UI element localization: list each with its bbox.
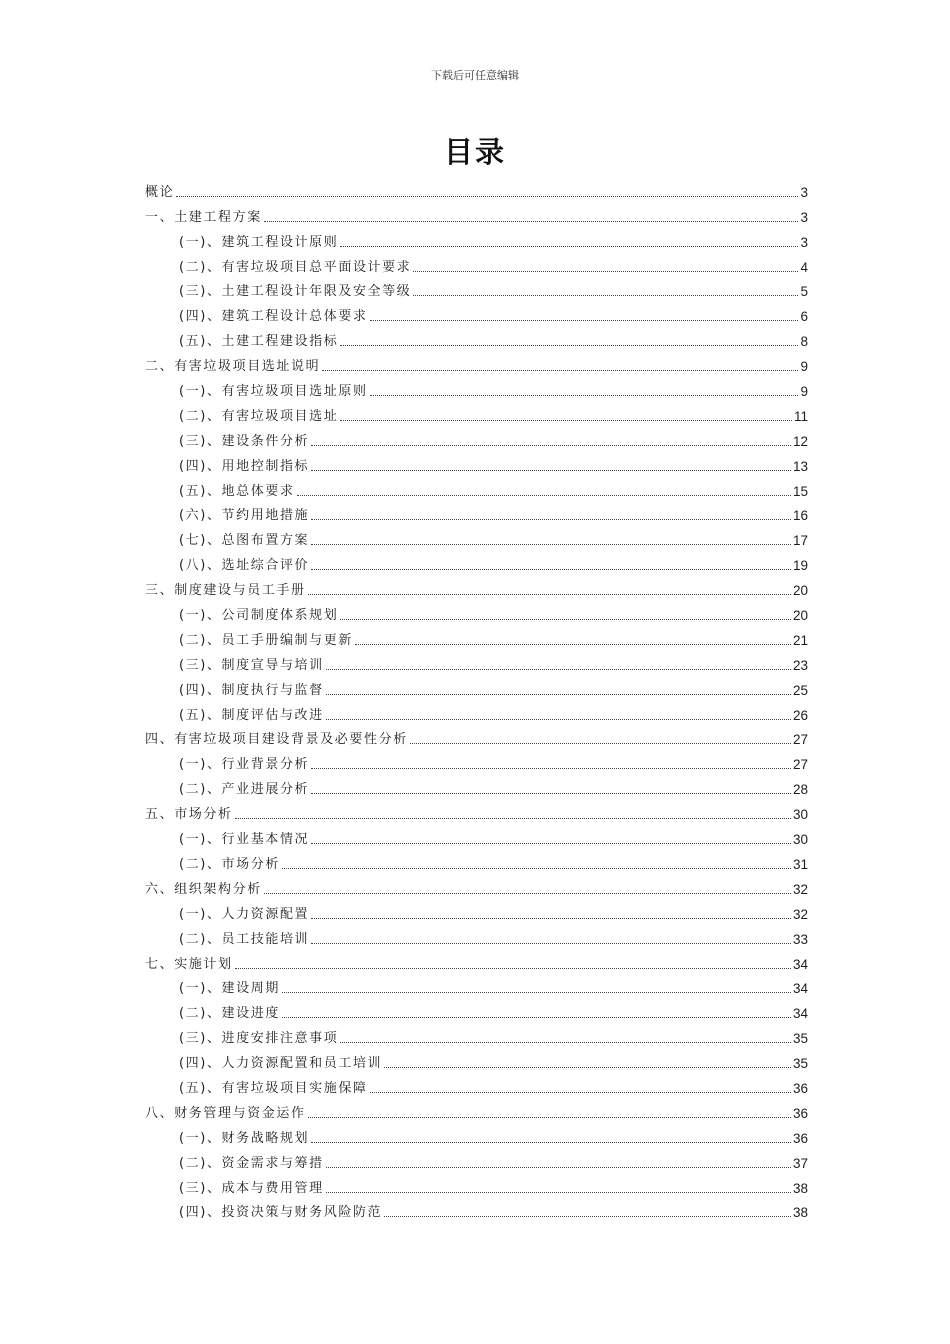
toc-dot-leader xyxy=(311,518,791,520)
toc-subsection-entry[interactable] xyxy=(145,475,808,500)
toc-subsection-entry[interactable] xyxy=(145,549,808,574)
toc-page-number: 26 xyxy=(792,707,808,723)
toc-page-number: 3 xyxy=(800,209,808,225)
toc-dot-leader xyxy=(410,742,791,744)
toc-subsection-entry[interactable] xyxy=(145,848,808,873)
toc-page-number: 21 xyxy=(792,632,808,648)
toc-section-entry[interactable] xyxy=(145,1097,808,1122)
toc-dot-leader xyxy=(311,917,791,919)
toc-page-number: 34 xyxy=(792,956,808,972)
toc-entry-title: (四)、制度执行与监督 xyxy=(179,682,324,698)
toc-dot-leader xyxy=(264,892,791,894)
toc-page-number: 35 xyxy=(792,1056,808,1072)
toc-entry-title: (四)、投资决策与财务风险防范 xyxy=(179,1205,383,1221)
toc-dot-leader xyxy=(282,1016,791,1018)
toc-entry-title: (二)、建设进度 xyxy=(179,1006,280,1022)
toc-dot-leader xyxy=(297,494,791,496)
toc-subsection-entry[interactable] xyxy=(145,1022,808,1047)
toc-dot-leader xyxy=(235,967,791,969)
toc-subsection-entry[interactable] xyxy=(145,450,808,475)
toc-entry-title: (三)、土建工程设计年限及安全等级 xyxy=(179,284,412,300)
toc-entry-title: 八、财务管理与资金运作 xyxy=(145,1105,306,1121)
toc-entry-title: (二)、资金需求与筹措 xyxy=(179,1155,324,1171)
toc-page-number: 33 xyxy=(792,931,808,947)
toc-page-number: 38 xyxy=(792,1205,808,1221)
toc-dot-leader xyxy=(311,942,791,944)
toc-page-number: 8 xyxy=(800,334,808,350)
toc-subsection-entry[interactable] xyxy=(145,699,808,724)
toc-page-number: 9 xyxy=(800,359,808,375)
page-title: 目录 xyxy=(443,135,506,169)
toc-entry-title: 概论 xyxy=(145,184,175,200)
toc-subsection-entry[interactable] xyxy=(145,375,808,400)
toc-page-number: 27 xyxy=(792,757,808,773)
toc-section-entry[interactable] xyxy=(145,350,808,375)
toc-entry-title: (二)、市场分析 xyxy=(179,856,280,872)
toc-page-number: 9 xyxy=(800,384,808,400)
toc-subsection-entry[interactable] xyxy=(145,500,808,525)
toc-subsection-entry[interactable] xyxy=(145,226,808,251)
toc-page-number: 13 xyxy=(792,458,808,474)
toc-entry-title: (二)、员工技能培训 xyxy=(179,931,310,947)
table-of-contents xyxy=(145,176,808,1221)
toc-entry-title: (二)、员工手册编制与更新 xyxy=(179,632,353,648)
toc-subsection-entry[interactable] xyxy=(145,823,808,848)
toc-page-number: 12 xyxy=(792,433,808,449)
toc-section-entry[interactable] xyxy=(145,873,808,898)
toc-dot-leader xyxy=(235,817,791,819)
toc-dot-leader xyxy=(176,195,798,197)
toc-page-number: 28 xyxy=(792,782,808,798)
toc-dot-leader xyxy=(311,469,791,471)
toc-page-number: 25 xyxy=(792,682,808,698)
toc-page-number: 35 xyxy=(792,1031,808,1047)
toc-dot-leader xyxy=(322,369,798,371)
toc-page-number: 31 xyxy=(792,856,808,872)
toc-entry-title: (八)、选址综合评价 xyxy=(179,558,310,574)
toc-entry-title: (一)、建筑工程设计原则 xyxy=(179,234,339,250)
toc-dot-leader xyxy=(311,767,791,769)
toc-dot-leader xyxy=(340,1041,791,1043)
toc-page-number: 36 xyxy=(792,1105,808,1121)
toc-entry-title: (一)、财务战略规划 xyxy=(179,1130,310,1146)
toc-entry-title: (一)、行业背景分析 xyxy=(179,757,310,773)
toc-subsection-entry[interactable] xyxy=(145,1072,808,1097)
toc-subsection-entry[interactable] xyxy=(145,649,808,674)
toc-subsection-entry[interactable] xyxy=(145,997,808,1022)
toc-subsection-entry[interactable] xyxy=(145,773,808,798)
toc-dot-leader xyxy=(340,245,798,247)
toc-page-number: 23 xyxy=(792,657,808,673)
toc-dot-leader xyxy=(384,1215,791,1217)
toc-subsection-entry[interactable] xyxy=(145,425,808,450)
toc-entry-title: (一)、公司制度体系规划 xyxy=(179,608,339,624)
toc-page-number: 32 xyxy=(792,881,808,897)
toc-section-entry[interactable] xyxy=(145,948,808,973)
toc-dot-leader xyxy=(370,319,799,321)
toc-entry-title: (五)、有害垃圾项目实施保障 xyxy=(179,1080,368,1096)
toc-page-number: 34 xyxy=(792,981,808,997)
toc-dot-leader xyxy=(311,543,791,545)
toc-dot-leader xyxy=(311,444,791,446)
toc-entry-title: (三)、制度宣导与培训 xyxy=(179,657,324,673)
toc-page-number: 11 xyxy=(793,408,808,424)
toc-subsection-entry[interactable] xyxy=(145,400,808,425)
toc-entry-title: (七)、总图布置方案 xyxy=(179,533,310,549)
toc-page-number: 38 xyxy=(792,1180,808,1196)
toc-entry-title: (三)、成本与费用管理 xyxy=(179,1180,324,1196)
toc-entry-title: (五)、土建工程建设指标 xyxy=(179,334,339,350)
toc-dot-leader xyxy=(413,270,798,272)
toc-section-entry[interactable] xyxy=(145,798,808,823)
page-header-note: 下载后可任意编辑 xyxy=(431,69,519,82)
toc-subsection-entry[interactable] xyxy=(145,1047,808,1072)
toc-entry-title: (五)、地总体要求 xyxy=(179,483,295,499)
toc-entry-title: 二、有害垃圾项目选址说明 xyxy=(145,359,321,375)
toc-dot-leader xyxy=(326,668,791,670)
toc-section-entry[interactable] xyxy=(145,176,808,201)
toc-entry-title: 一、土建工程方案 xyxy=(145,209,262,225)
toc-page-number: 6 xyxy=(800,309,808,325)
toc-dot-leader xyxy=(326,693,791,695)
toc-page-number: 3 xyxy=(800,184,808,200)
toc-dot-leader xyxy=(384,1066,791,1068)
toc-page-number: 34 xyxy=(792,1006,808,1022)
toc-entry-title: 六、组织架构分析 xyxy=(145,881,262,897)
toc-entry-title: (二)、有害垃圾项目选址 xyxy=(179,408,339,424)
toc-page-number: 4 xyxy=(800,259,808,275)
toc-entry-title: (四)、人力资源配置和员工培训 xyxy=(179,1056,383,1072)
toc-page-number: 20 xyxy=(792,608,808,624)
toc-dot-leader xyxy=(326,1191,791,1193)
toc-entry-title: (一)、人力资源配置 xyxy=(179,906,310,922)
toc-entry-title: 四、有害垃圾项目建设背景及必要性分析 xyxy=(145,732,408,748)
toc-dot-leader xyxy=(308,1116,791,1118)
toc-entry-title: (三)、建设条件分析 xyxy=(179,433,310,449)
toc-dot-leader xyxy=(370,394,799,396)
toc-page-number: 32 xyxy=(792,906,808,922)
toc-section-entry[interactable] xyxy=(145,574,808,599)
toc-dot-leader xyxy=(326,718,791,720)
toc-entry-title: (五)、制度评估与改进 xyxy=(179,707,324,723)
toc-subsection-entry[interactable] xyxy=(145,923,808,948)
toc-subsection-entry[interactable] xyxy=(145,1197,808,1222)
toc-entry-title: (一)、建设周期 xyxy=(179,981,280,997)
toc-subsection-entry[interactable] xyxy=(145,599,808,624)
toc-section-entry[interactable] xyxy=(145,724,808,749)
toc-page-number: 30 xyxy=(792,832,808,848)
toc-entry-title: (二)、有害垃圾项目总平面设计要求 xyxy=(179,259,412,275)
toc-page-number: 19 xyxy=(792,558,808,574)
toc-subsection-entry[interactable] xyxy=(145,1122,808,1147)
toc-section-entry[interactable] xyxy=(145,201,808,226)
toc-page-number: 30 xyxy=(792,807,808,823)
toc-subsection-entry[interactable] xyxy=(145,898,808,923)
toc-dot-leader xyxy=(311,792,791,794)
toc-dot-leader xyxy=(311,842,791,844)
toc-subsection-entry[interactable] xyxy=(145,300,808,325)
toc-dot-leader xyxy=(282,867,791,869)
toc-dot-leader xyxy=(340,618,791,620)
toc-dot-leader xyxy=(308,593,791,595)
toc-entry-title: (六)、节约用地措施 xyxy=(179,508,310,524)
toc-subsection-entry[interactable] xyxy=(145,325,808,350)
toc-dot-leader xyxy=(340,344,798,346)
toc-page-number: 16 xyxy=(792,508,808,524)
toc-dot-leader xyxy=(282,991,791,993)
toc-subsection-entry[interactable] xyxy=(145,251,808,276)
toc-entry-title: (四)、建筑工程设计总体要求 xyxy=(179,309,368,325)
toc-dot-leader xyxy=(370,1091,791,1093)
toc-page-number: 36 xyxy=(792,1130,808,1146)
toc-dot-leader xyxy=(355,643,791,645)
toc-page-number: 36 xyxy=(792,1080,808,1096)
toc-page-number: 27 xyxy=(792,732,808,748)
toc-entry-title: (三)、进度安排注意事项 xyxy=(179,1031,339,1047)
toc-subsection-entry[interactable] xyxy=(145,1147,808,1172)
toc-dot-leader xyxy=(264,220,799,222)
toc-page-number: 5 xyxy=(800,284,808,300)
toc-page-number: 3 xyxy=(800,234,808,250)
toc-page-number: 37 xyxy=(792,1155,808,1171)
toc-entry-title: 七、实施计划 xyxy=(145,956,233,972)
toc-page-number: 15 xyxy=(792,483,808,499)
toc-subsection-entry[interactable] xyxy=(145,1172,808,1197)
toc-entry-title: (一)、行业基本情况 xyxy=(179,832,310,848)
toc-subsection-entry[interactable] xyxy=(145,524,808,549)
toc-subsection-entry[interactable] xyxy=(145,748,808,773)
toc-entry-title: (四)、用地控制指标 xyxy=(179,458,310,474)
toc-dot-leader xyxy=(413,294,798,296)
toc-entry-title: (二)、产业进展分析 xyxy=(179,782,310,798)
toc-subsection-entry[interactable] xyxy=(145,624,808,649)
toc-entry-title: (一)、有害垃圾项目选址原则 xyxy=(179,384,368,400)
toc-dot-leader xyxy=(311,568,791,570)
toc-entry-title: 三、制度建设与员工手册 xyxy=(145,583,306,599)
toc-entry-title: 五、市场分析 xyxy=(145,807,233,823)
toc-subsection-entry[interactable] xyxy=(145,674,808,699)
toc-dot-leader xyxy=(326,1166,791,1168)
toc-page-number: 17 xyxy=(792,533,808,549)
toc-page-number: 20 xyxy=(792,583,808,599)
toc-subsection-entry[interactable] xyxy=(145,973,808,998)
toc-subsection-entry[interactable] xyxy=(145,276,808,301)
toc-dot-leader xyxy=(340,419,792,421)
toc-dot-leader xyxy=(311,1141,791,1143)
